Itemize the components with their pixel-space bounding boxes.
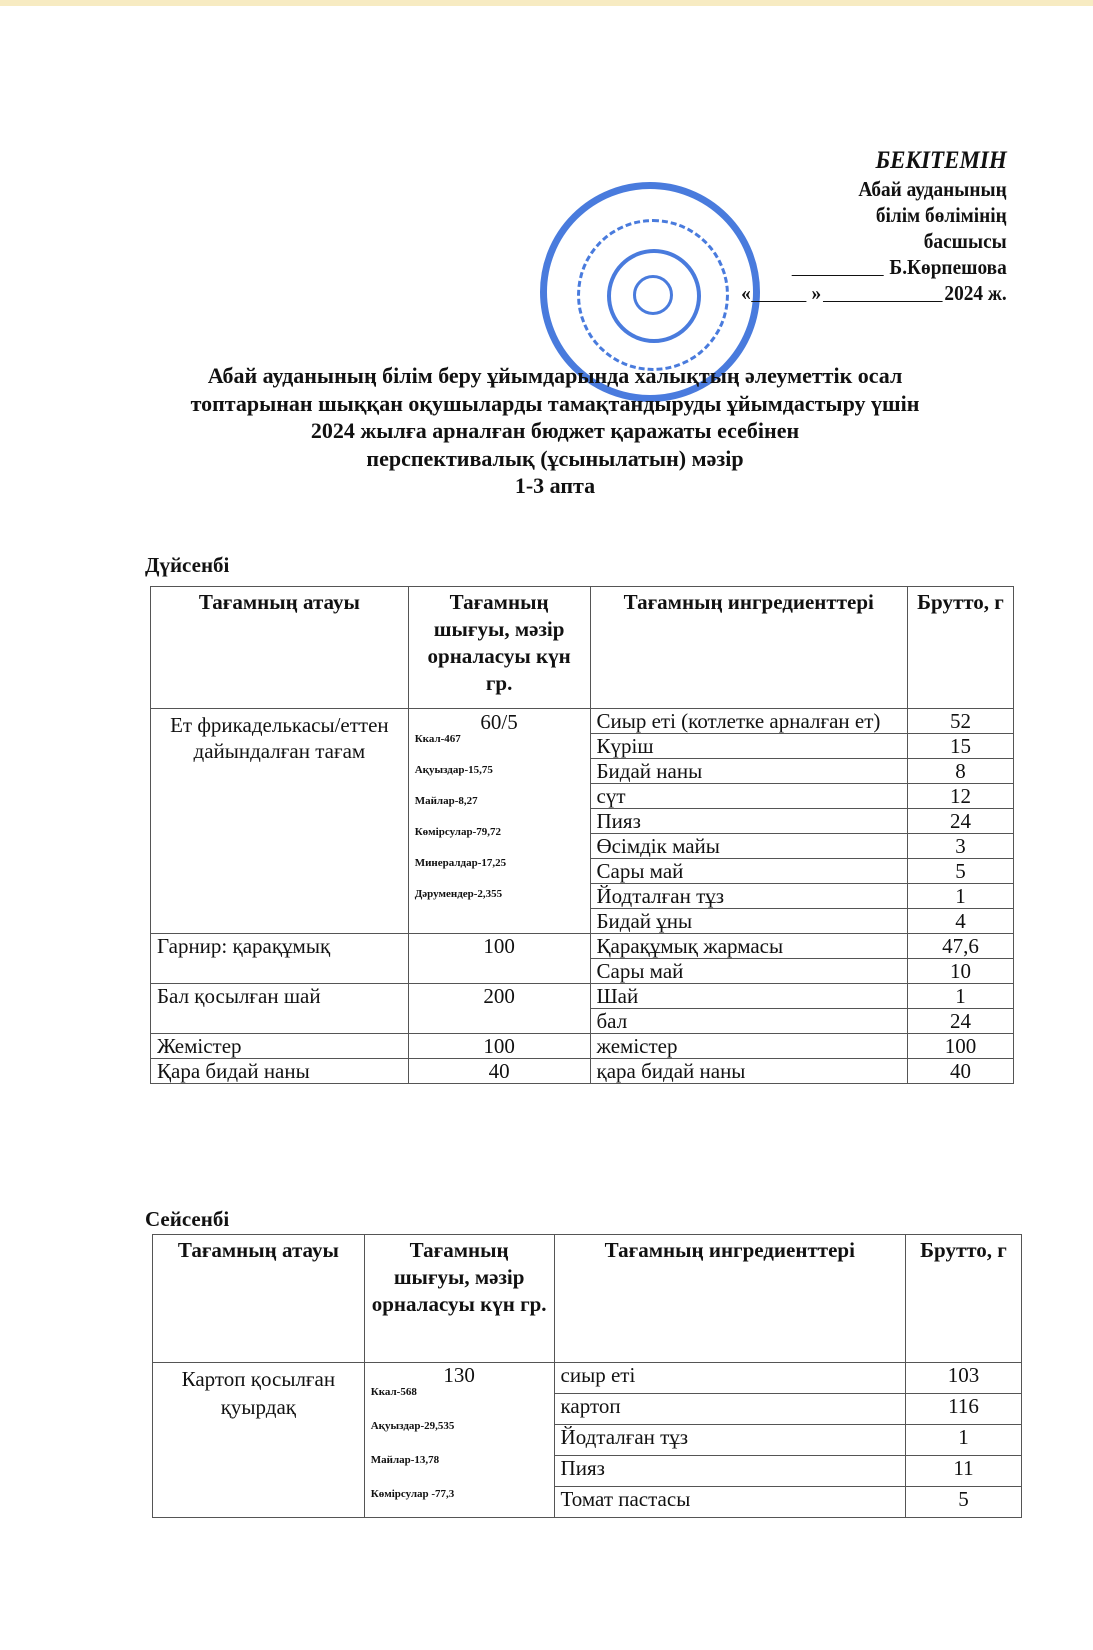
day-label-monday: Дүйсенбі xyxy=(145,553,230,577)
ingredient-gross: 5 xyxy=(906,1487,1022,1518)
dish-name: Ет фрикаделькасы/еттен дайындалған тағам xyxy=(151,709,409,934)
approval-date: 2024 ж. xyxy=(944,281,1007,305)
ingredient-gross: 1 xyxy=(908,884,1014,909)
ingredient-name: Сары май xyxy=(590,859,908,884)
ingredient-gross: 5 xyxy=(908,859,1014,884)
ingredient-name: Күріш xyxy=(590,734,908,759)
ingredient-gross: 4 xyxy=(908,909,1014,934)
ingredient-gross: 116 xyxy=(906,1394,1022,1425)
approval-title: БЕКІТЕМІН xyxy=(875,147,1007,174)
dish-output: 130 xyxy=(443,1363,475,1387)
ingredient-gross: 24 xyxy=(908,809,1014,834)
signatory-name: Б.Көрпешова xyxy=(889,255,1007,279)
header-ingredients: Тағамның ингредиенттері xyxy=(554,1235,906,1363)
dish-name: Қара бидай наны xyxy=(151,1059,409,1084)
header-output: Тағамның шығуы, мәзір орналасуы күн гр. xyxy=(364,1235,554,1363)
ingredient-gross: 8 xyxy=(908,759,1014,784)
ingredient-name: Йодталған тұз xyxy=(590,884,908,909)
date-line xyxy=(823,301,943,302)
dish-name: Бал қосылған шай xyxy=(151,984,409,1034)
header-dish-name: Тағамның атауы xyxy=(151,587,409,709)
document-title: Абай ауданының білім беру ұйымдарында халықтың әлеуметтік осал топтарынан шыққан оқушыларды тамақтандыруды ұйымдастыру үшін 2024 жылға арналған бюджет қаражаты есебінен перспективалық (ұсынылатын) мәзір 1-3 апта xyxy=(190,363,920,498)
ingredient-name: жемістер xyxy=(590,1034,908,1059)
header-output: Тағамның шығуы, мәзір орналасуы күн гр. xyxy=(408,587,590,709)
header-dish-name: Тағамның атауы xyxy=(153,1235,365,1363)
header-gross: Брутто, г xyxy=(908,587,1014,709)
ingredient-gross: 47,6 xyxy=(908,934,1014,959)
ingredient-gross: 24 xyxy=(908,1009,1014,1034)
ingredient-gross: 103 xyxy=(906,1363,1022,1394)
ingredient-name: Пияз xyxy=(590,809,908,834)
ingredient-gross: 3 xyxy=(908,834,1014,859)
ingredient-name: Сары май xyxy=(590,959,908,984)
ingredient-name: қара бидай наны xyxy=(590,1059,908,1084)
ingredient-name: сиыр еті xyxy=(554,1363,906,1394)
approval-line: басшысы xyxy=(924,229,1007,253)
approval-line: Абай ауданының xyxy=(858,177,1007,201)
dish-name: Картоп қосылған қуырдақ xyxy=(153,1363,365,1518)
header-ingredients: Тағамның ингредиенттері xyxy=(590,587,908,709)
nutrition-list: Ккал-568 Ақуыздар-29,535 Майлар-13,78 Көмірсулар -77,3 xyxy=(370,1386,455,1500)
approval-line: білім бөлімінің xyxy=(876,203,1007,227)
ingredient-gross: 12 xyxy=(908,784,1014,809)
dish-output: 100 xyxy=(408,1034,590,1059)
day-label-tuesday: Сейсенбі xyxy=(145,1207,230,1231)
scan-edge xyxy=(0,0,1093,6)
ingredient-name: Бидай ұны xyxy=(590,909,908,934)
dish-output-cell xyxy=(364,1363,554,1518)
dish-output: 60/5 xyxy=(480,710,518,734)
ingredient-gross: 15 xyxy=(908,734,1014,759)
ingredient-name: Йодталған тұз xyxy=(554,1425,906,1456)
ingredient-name: Бидай наны xyxy=(590,759,908,784)
dish-output-cell xyxy=(408,709,590,934)
ingredient-name: Шай xyxy=(590,984,908,1009)
ingredient-gross: 1 xyxy=(906,1425,1022,1456)
dish-name: Жемістер xyxy=(151,1034,409,1059)
header-gross: Брутто, г xyxy=(906,1235,1022,1363)
ingredient-name: картоп xyxy=(554,1394,906,1425)
menu-table-monday xyxy=(150,586,1014,1084)
ingredient-name: Өсімдік майы xyxy=(590,834,908,859)
ingredient-name: Сиыр еті (котлетке арналған ет) xyxy=(590,709,908,734)
ingredient-gross: 10 xyxy=(908,959,1014,984)
ingredient-name: сүт xyxy=(590,784,908,809)
approval-block: БЕКІТЕМІН Абай ауданының білім бөлімінің басшысы Б.Көрпешова « » 2024 ж. xyxy=(741,147,1007,305)
ingredient-name: Қарақұмық жармасы xyxy=(590,934,908,959)
ingredient-gross: 100 xyxy=(908,1034,1014,1059)
ingredient-name: Пияз xyxy=(554,1456,906,1487)
menu-table-tuesday xyxy=(152,1234,1022,1518)
ingredient-name: бал xyxy=(590,1009,908,1034)
dish-name: Гарнир: қарақұмық xyxy=(151,934,409,984)
ingredient-gross: 52 xyxy=(908,709,1014,734)
nutrition-list: Ккал-467 Ақуыздар-15,75 Майлар-8,27 Көмірсулар-79,72 Минералдар-17,25 Дәрумендер-2,355 xyxy=(414,733,507,900)
dish-output: 100 xyxy=(408,934,590,984)
ingredient-gross: 40 xyxy=(908,1059,1014,1084)
signature-line xyxy=(792,275,884,276)
ingredient-gross: 1 xyxy=(908,984,1014,1009)
dish-output: 200 xyxy=(408,984,590,1034)
dish-output: 40 xyxy=(408,1059,590,1084)
ingredient-gross: 11 xyxy=(906,1456,1022,1487)
ingredient-name: Томат пастасы xyxy=(554,1487,906,1518)
